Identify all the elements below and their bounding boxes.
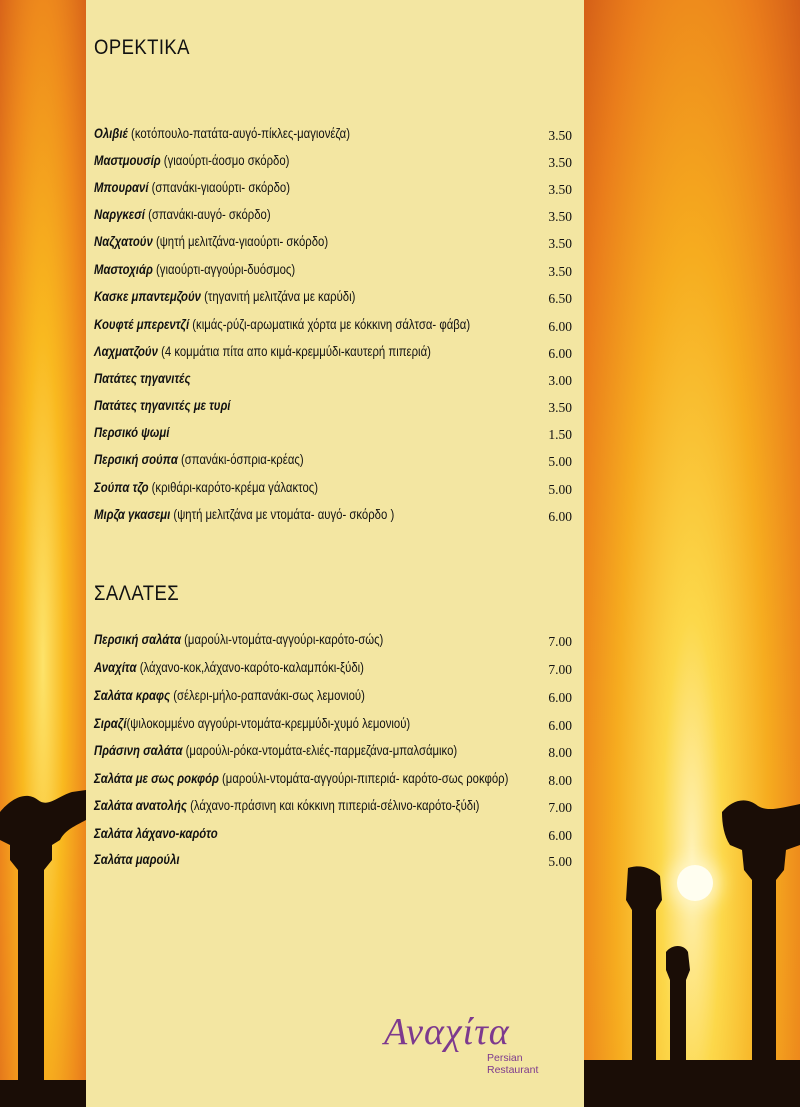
item-price: 6.00 [548,718,572,733]
menu-item [94,262,580,284]
menu-item [94,771,580,793]
item-price: 7.00 [548,662,572,677]
item-name: Ναζχατούν [94,234,153,249]
item-name: Σαλάτα κραφς [94,688,171,703]
item-description: (σπανάκι-αυγό- σκόρδο) [144,207,271,222]
item-name: Πατάτες τηγανιτές [94,371,191,386]
section-title-appetizers: ΟΡΕΚΤΙΚΑ [94,36,190,59]
item-price: 3.50 [548,264,572,279]
logo-subtitle-line1: Persian [487,1052,523,1064]
logo-name: Αναχίτα [384,1011,510,1053]
menu-item [94,798,580,820]
item-name: Μιρζα γκασεμι [94,507,171,522]
menu-item [94,371,580,393]
item-name: Σαλάτα λάχανο-καρότο [94,826,218,841]
section-title-salads: ΣΑΛΑΤΕΣ [94,582,180,605]
item-price: 6.00 [548,828,572,843]
item-price: 6.00 [548,319,572,334]
item-name: Πατάτες τηγανιτές με τυρί [94,398,231,413]
item-name: Κουφτέ μπερεντζί [94,317,190,332]
item-description: (μαρούλι-ρόκα-ντομάτα-ελιές-παρμεζάνα-μπαλσάμικο) [182,743,458,758]
menu-item [94,126,580,148]
item-description: (σέλερι-μήλο-ραπανάκι-σως λεμονιού) [170,688,365,703]
item-price: 3.00 [548,373,572,388]
item-price: 6.00 [548,346,572,361]
item-price: 6.00 [548,509,572,524]
menu-item [94,180,580,202]
menu-item [94,660,580,682]
item-name: Μπουρανί [94,180,149,195]
item-name: Σαλάτα μαρούλι [94,852,180,867]
item-name: Μαστμουσίρ [94,153,161,168]
item-description: (γιαούρτι-αγγούρι-δυόσμος) [152,262,296,277]
item-price: 3.50 [548,209,572,224]
item-price: 3.50 [548,400,572,415]
item-name: Περσική σούπα [94,452,178,467]
item-description: (γιαούρτι-άοσμο σκόρδο) [160,153,290,168]
menu-item [94,317,580,339]
menu-item [94,632,580,654]
logo-subtitle [487,1052,538,1076]
item-price: 3.50 [548,128,572,143]
item-name: Σαλάτα ανατολής [94,798,187,813]
item-name: Ναργκεσί [94,207,145,222]
menu-item [94,207,580,229]
item-description: (ψητή μελιτζάνα με ντομάτα- αυγό- σκόρδο ) [170,507,395,522]
item-price: 3.50 [548,182,572,197]
item-description: (σπανάκι-όσπρια-κρέας) [177,452,304,467]
menu-item [94,234,580,256]
item-description: (λάχανο-πράσινη και κόκκινη πιπεριά-σέλινο-καρότο-ξύδι) [186,798,480,813]
menu-item [94,743,580,765]
item-price: 8.00 [548,773,572,788]
menu-item [94,398,580,420]
restaurant-logo [384,1010,554,1082]
item-price: 7.00 [548,634,572,649]
item-name: Αναχίτα [94,660,137,675]
item-price: 5.00 [548,454,572,469]
item-description: (κιμάς-ρύζι-αρωματικά χόρτα με κόκκινη σάλτσα- φάβα) [189,317,471,332]
item-description: (λάχανο-κοκ,λάχανο-καρότο-καλαμπόκι-ξύδι) [136,660,364,675]
item-description: (κριθάρι-καρότο-κρέμα γάλακτος) [148,480,319,495]
item-description: (ψιλοκομμένο αγγούρι-ντομάτα-κρεμμύδι-χυμό λεμονιού) [126,716,411,731]
item-description: (ψητή μελιτζάνα-γιαούρτι- σκόρδο) [152,234,329,249]
item-description: (μαρούλι-ντομάτα-αγγούρι-καρότο-σώς) [181,632,384,647]
item-price: 8.00 [548,745,572,760]
menu-item [94,480,580,502]
item-price: 6.00 [548,690,572,705]
item-name: Σούπα τζο [94,480,149,495]
item-price: 5.00 [548,482,572,497]
item-name: Κασκε μπαντεμζούν [94,289,201,304]
item-description: (τηγανιτή μελιτζάνα με καρύδι) [200,289,356,304]
menu-item [94,344,580,366]
item-description: (μαρούλι-ντομάτα-αγγούρι-πιπεριά- καρότο-σως ροκφόρ) [218,771,509,786]
item-name: Ολιβιέ [94,126,128,141]
menu-item [94,688,580,710]
menu-item [94,153,580,175]
item-name: Σαλάτα με σως ροκφόρ [94,771,219,786]
item-price: 6.50 [548,291,572,306]
item-price: 1.50 [548,427,572,442]
item-name: Περσική σαλάτα [94,632,182,647]
menu-item [94,425,580,447]
menu-item [94,716,580,738]
item-name: Μαστοχιάρ [94,262,153,277]
menu-item [94,826,580,848]
item-description: (σπανάκι-γιαούρτι- σκόρδο) [148,180,291,195]
item-description: (4 κομμάτια πίτα απο κιμά-κρεμμύδι-καυτερή πιπεριά) [157,344,431,359]
item-price: 3.50 [548,155,572,170]
menu-item [94,452,580,474]
item-price: 7.00 [548,800,572,815]
menu-item [94,507,580,529]
item-name: Πράσινη σαλάτα [94,743,183,758]
menu-item [94,852,580,874]
item-price: 3.50 [548,236,572,251]
item-name: Λαχματζούν [94,344,158,359]
menu-item [94,289,580,311]
item-price: 5.00 [548,854,572,869]
item-name: Σιραζί [94,716,127,731]
item-description: (κοτόπουλο-πατάτα-αυγό-πίκλες-μαγιονέζα) [127,126,351,141]
item-name: Περσικό ψωμί [94,425,170,440]
logo-subtitle-line2: Restaurant [487,1064,539,1076]
